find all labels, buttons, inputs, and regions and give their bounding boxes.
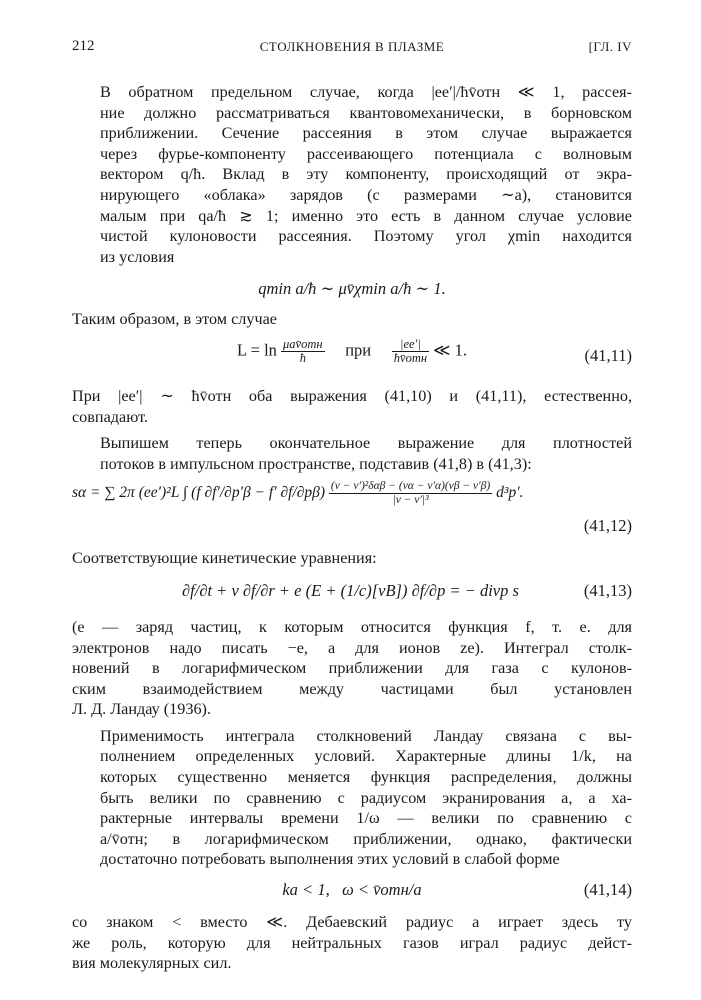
- para8-line: со знаком < вместо ≪. Дебаевский радиус a играет здесь ту: [72, 913, 632, 932]
- equation-qmin-body: qmin a/ħ ∼ μv̄χmin a/ħ ∼ 1.: [258, 279, 446, 299]
- para1-line: чистой кулоновости рассеяния. Поэтому угол χmin находится: [100, 227, 632, 246]
- para1-line: В обратном предельном случае, когда |ee′|/ħv̄отн ≪ 1, рассея-: [100, 83, 632, 101]
- para4-line: потоков в импульсном пространстве, подставив (41,8) в (41,3):: [100, 454, 532, 473]
- para7-line: a/v̄отн; в логарифмическом приближении, однако, фактически: [100, 829, 632, 848]
- paragraph-6: [72, 617, 632, 720]
- eq-41-11-frac1: $\frac{\text{μav̄отн}}{ħ}$: [283, 336, 323, 365]
- eq-41-11-lhs: L = ln: [237, 340, 277, 360]
- eq-41-11-frac2: $\frac{|ee'|}{\text{ħv̄отн}}$: [393, 336, 428, 365]
- eq-41-12-frac: $\frac{\text{(v − v′)²δαβ − (vα − v′α)(vβ − v′β)}}{\text{|v − v′|³}}$: [330, 480, 491, 507]
- eq-41-13-body: ∂f/∂t + v ∂f/∂r + e (E + (1/c)[vB]) ∂f/∂p = − divp s: [182, 580, 519, 600]
- page-header: [72, 38, 632, 62]
- para7-line: достаточно потребовать выполнения этих условий в слабой форме: [100, 850, 560, 869]
- para4-line: Выпишем теперь окончательное выражение для плотностей: [100, 434, 632, 453]
- eq-41-12-tail: d³p′.: [496, 484, 524, 502]
- page-number: 212: [72, 38, 95, 54]
- para6-line: (e — заряд частиц, к которым относится функция f, т. е. для: [72, 617, 632, 636]
- chapter-label: [ГЛ. IV: [588, 39, 632, 54]
- para7-line: полнением определенных условий. Характерные длины 1/k, на: [100, 747, 632, 766]
- para5-line: Соответствующие кинетические уравнения:: [72, 549, 377, 568]
- para7-line: быть велики по сравнению с радиусом экранирования a, а ха-: [100, 788, 632, 807]
- equation-qmin: [72, 275, 632, 309]
- para8-line: же роль, которую для нейтральных газов играл радиус дейст-: [72, 933, 632, 952]
- para6-line: новений в логарифмическом приближении для газа с кулонов-: [72, 659, 632, 678]
- para8-line: вия молекулярных сил.: [72, 954, 232, 973]
- eq-41-12-lhs: sα = ∑ 2π (ee′)²L ∫: [72, 484, 188, 502]
- para3-line: При |ee′| ∼ ħv̄отн оба выражения (41,10) и (41,11), естественно,: [72, 386, 632, 405]
- paragraph-4: [72, 433, 632, 474]
- paragraph-5: [72, 548, 632, 569]
- equation-number-41-12: (41,12): [583, 516, 632, 536]
- eq-41-14-body: ka < 1, ω < v̄отн/a: [282, 880, 422, 900]
- para7-line: Применимость интеграла столкновений Ландау связана с вы-: [100, 726, 632, 745]
- para1-line: нирующего «облака» зарядов (с размерами ∼a), становится: [100, 185, 632, 204]
- equation-41-11: [72, 334, 632, 380]
- eq-41-11-word: при: [345, 340, 372, 360]
- para1-line: вектором q/ħ. Вклад в эту компоненту, происходящий от экра-: [100, 165, 632, 184]
- equation-41-14: [72, 874, 632, 910]
- para6-line: ским взаимодействием между частицами был установлен: [72, 679, 632, 698]
- equation-number-41-11: (41,11): [584, 345, 632, 365]
- running-title: СТОЛКНОВЕНИЯ В ПЛАЗМЕ: [259, 39, 445, 54]
- para7-line: которых существенно меняется функция распределения, должны: [100, 768, 632, 787]
- paragraph-7: [72, 726, 632, 870]
- para1-line: через фурье-компоненту рассеивающего потенциала с волновым: [100, 144, 632, 163]
- paragraph-1: [72, 82, 632, 267]
- equation-41-12: [72, 476, 632, 542]
- book-page: [72, 38, 632, 974]
- para1-line: из условия: [100, 247, 175, 266]
- para3-line: совпадают.: [72, 407, 148, 426]
- para1-line: приближении. Сечение рассеяния в этом случае выражается: [100, 124, 632, 143]
- para2-line: Таким образом, в этом случае: [72, 310, 277, 329]
- paragraph-3: [72, 386, 632, 427]
- para7-line: рактерные интервалы времени 1/ω — велики по сравнению с: [100, 809, 632, 828]
- equation-number-41-14: (41,14): [583, 880, 632, 900]
- eq-41-12-paren: (f ∂f′/∂p′β − f′ ∂f/∂pβ): [191, 484, 326, 502]
- equation-41-13: [72, 573, 632, 613]
- para1-line: ние должно рассматриваться квантовомеханически, в борновском: [100, 103, 632, 122]
- equation-number-41-13: (41,13): [583, 580, 632, 600]
- para1-line: малым при qa/ħ ≳ 1; именно это есть в данном случае условие: [100, 206, 632, 225]
- para6-line: Л. Д. Ландау (1936).: [72, 700, 211, 719]
- para6-line: электронов надо писать −e, а для ионов ze). Интеграл столк-: [72, 638, 632, 657]
- eq-41-11-rhs: ≪ 1.: [433, 340, 467, 360]
- paragraph-8: [72, 912, 632, 974]
- paragraph-2: [72, 309, 632, 330]
